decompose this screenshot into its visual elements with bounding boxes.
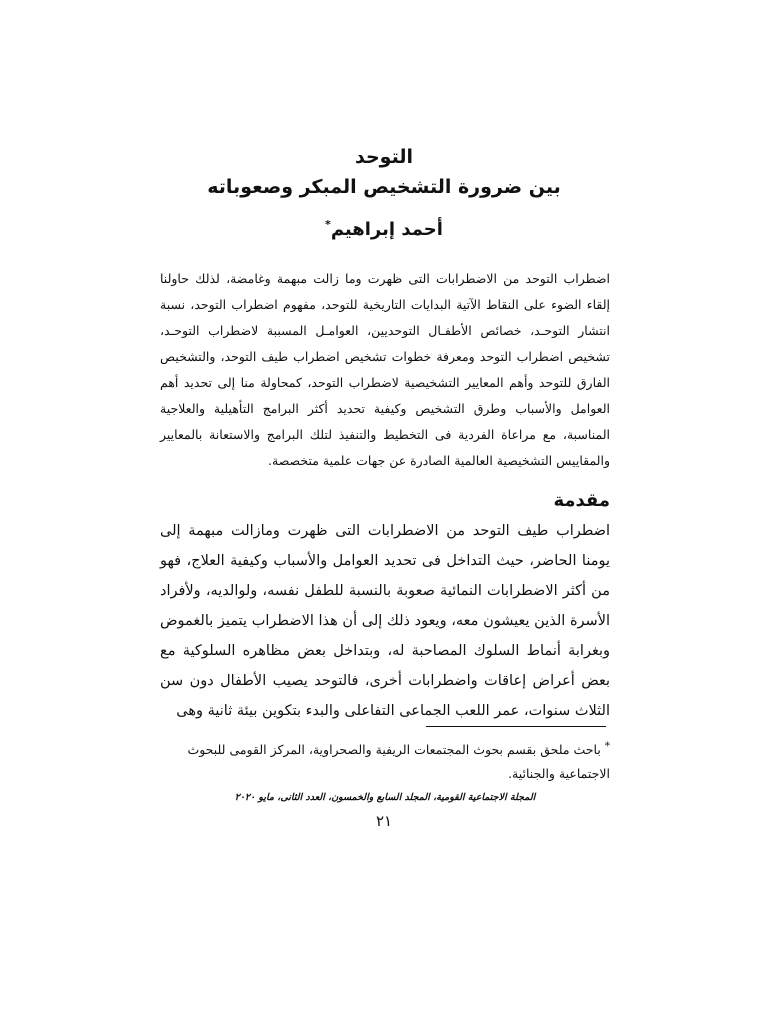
author-footnote-marker: * xyxy=(325,218,331,231)
footnote xyxy=(160,734,610,786)
footnote-text: باحث ملحق بقسم بحوث المجتمعات الريفية والصحراوية، المركز القومى للبحوث الاجتماعية والجنائية. xyxy=(187,742,610,782)
footnote-marker: * xyxy=(604,740,610,752)
introduction-heading: مقدمة xyxy=(553,490,610,511)
article-subtitle: بين ضرورة التشخيص المبكر وصعوباته xyxy=(207,176,561,198)
article-title: التوحد xyxy=(355,146,413,168)
article-header xyxy=(0,142,768,245)
journal-citation: المجلة الاجتماعية القومية، المجلد السابع والخمسون، العدد الثانى، مايو ٢٠٢٠ xyxy=(234,792,536,803)
footnote-divider xyxy=(426,726,606,727)
page-number: ٢١ xyxy=(375,812,393,830)
introduction-paragraph: اضطراب طيف التوحد من الاضطرابات التى ظهرت ومازالت مبهمة إلى يومنا الحاضر، حيث التداخل فى تحديد العوامل والأسباب وكيفية العلاج، فهو من أكثر الاضطرابات النمائية صعوبة بالنسبة للطفل نفسه، ولوالديه، ولأفراد الأسرة الذين يعيشون معه، ويعود ذلك إلى أن هذا الاضطراب يتميز بالغموض وبغرابة أنماط السلوك المصاحبة له، وبتداخل بعض مظاهره السلوكية مع بعض أعراض إعاقات واضطرابات أخرى، فالتوحد يصيب الأطفال دون سن الثلاث سنوات، عمر اللعب الجماعى التفاعلى والبدء بتكوين بيئة ثانية وهى xyxy=(160,523,610,719)
abstract-paragraph: اضطراب التوحد من الاضطرابات التى ظهرت وما زالت مبهمة وغامضة، لذلك حاولنا إلقاء الضوء على النقاط الآتية البدايات التاريخية للتوحد، مفهوم اضطراب التوحد، نسبة انتشار التوحـد، خصائص الأطفـال التوحديين، العوامـل المسببة لاضطراب التوحـد، تشخيص اضطراب التوحد ومعرفة خطوات تشخيص اضطراب طيف التوحد، والتشخيص الفارق للتوحد وأهم المعايير التشخيصية لاضطراب التوحد، كمحاولة منا إلى تحديد أهم العوامل والأسباب وطرق التشخيص وكيفية تحديد أكثر البرامج التأهيلية والعلاجية المناسبة، مع مراعاة الفردية فى التخطيط والتنفيذ لتلك البرامج والاستعانة بالمعايير والمقاييس التشخيصية العالمية الصادرة عن جهات علمية متخصصة. xyxy=(160,271,610,468)
author-name: أحمد إبراهيم xyxy=(330,219,443,240)
author-line xyxy=(0,210,768,245)
